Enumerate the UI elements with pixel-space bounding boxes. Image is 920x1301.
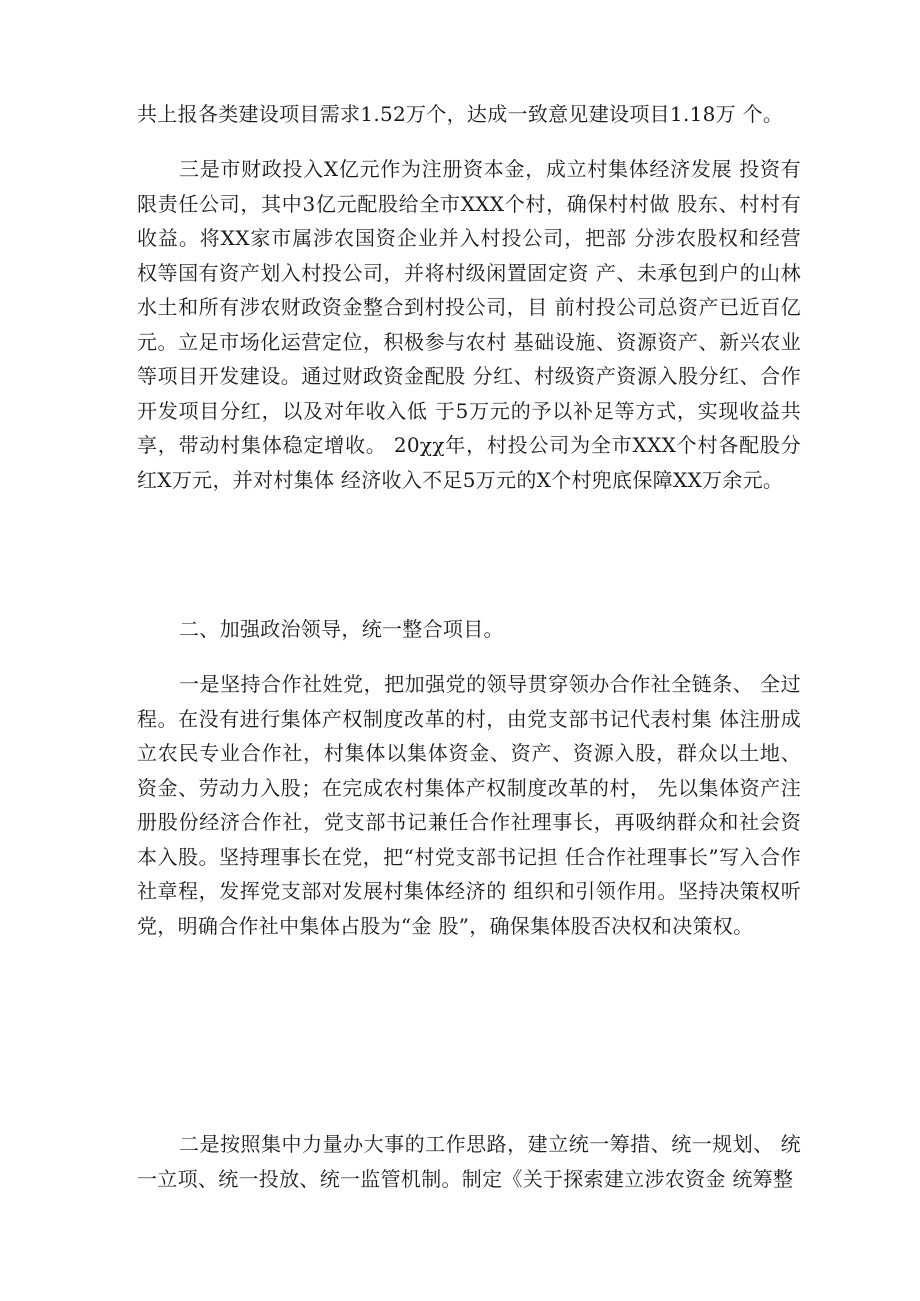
paragraph-unified-mechanism: 二是按照集中力量办大事的工作思路，建立统一筹措、统一规划、 统一立项、统一投放、统一监管机制。制定《关于探索建立涉农资金 统筹整 [137,1132,801,1191]
paragraph-project-summary: 共上报各类建设项目需求1.52万个，达成一致意见建设项目1.18万 个。 [137,102,784,126]
paragraph-party-cooperatives: 一是坚持合作社姓党，把加强党的领导贯穿领办合作社全链条、 全过程。在没有进行集体产权制度改革的村，由党支部书记代表村集 体注册成立农民专业合作社，村集体以集体资金、资产、资源入股，群众以土地、资金、劳动力入股；在完成农村集体产权制度改革的村， 先以集体资产注册股份经济合作社，党支部书记兼任合作社理事长，再吸纳群众和社会资本入股。坚持理事长在党，把“村党支部书记担 任合作社理事长”写入合作社章程，发挥党支部对发展村集体经济的 组织和引领作用。坚持决策权听党，明确合作社中集体占股为“金 股”，确保集体股否决权和决策权。 [137,672,801,938]
section-heading-political-leadership: 二、加强政治领导，统一整合项目。 [179,617,504,641]
paragraph-village-investment-company: 三是市财政投入X亿元作为注册资本金，成立村集体经济发展 投资有限责任公司，其中3亿元配股给全市XXX个村，确保村村做 股东、村村有收益。将XX家市属涉农国资企业并入村投公司，把部 分涉农股权和经营权等国有资产划入村投公司，并将村级闲置固定资 产、未承包到户的山林水土和所有涉农财政资金整合到村投公司，目 前村投公司总资产已近百亿元。立足市场化运营定位，积极参与农村 基础设施、资源资产、新兴农业等项目开发建设。通过财政资金配股 分红、村级资产资源入股分红、合作开发项目分红，以及对年收入低 于5万元的予以补足等方式，实现收益共享，带动村集体稳定增收。 20χχ年，村投公司为全市XXX个村各配股分红X万元，并对村集体 经济收入不足5万元的X个村兜底保障XX万余元。 [137,157,801,492]
